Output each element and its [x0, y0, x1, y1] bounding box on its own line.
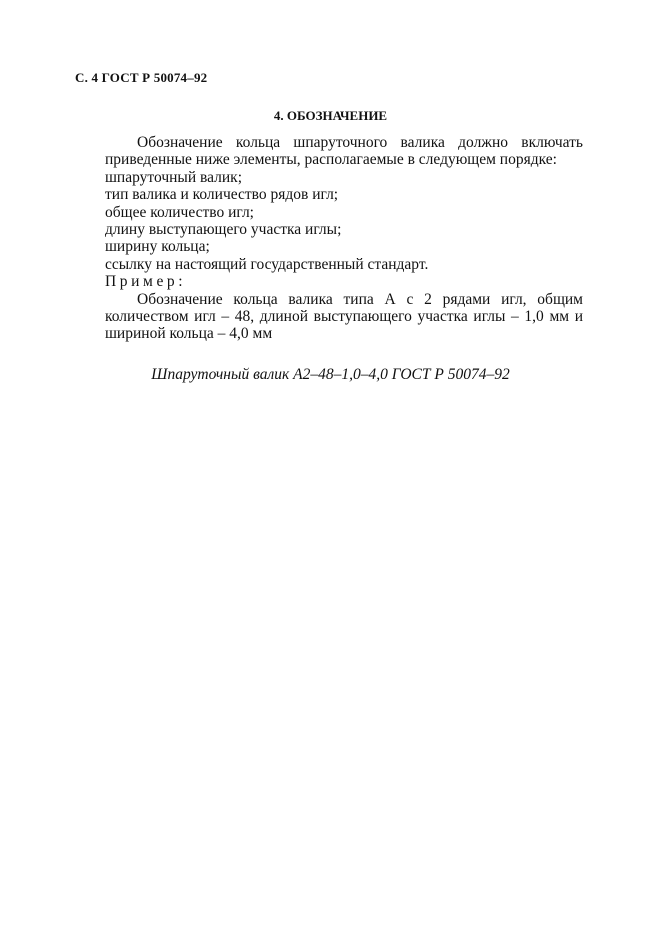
- list-item: ширину кольца;: [105, 238, 210, 256]
- element-list: [105, 169, 583, 273]
- list-item: общее количество игл;: [105, 203, 254, 221]
- list-item: ссылку на настоящий государственный стандарт.: [105, 255, 429, 273]
- body-text: [105, 134, 583, 343]
- intro-paragraph: Обозначение кольца шпаруточного валика должно включать приведенные ниже элементы, располагаемые в следующем порядке:: [105, 134, 583, 169]
- list-item: длину выступающего участка иглы;: [105, 221, 342, 239]
- list-item: шпаруточный валик;: [105, 168, 242, 186]
- designation-example: Шпаруточный валик А2–48–1,0–4,0 ГОСТ Р 50074–92: [151, 366, 510, 383]
- page-header: С. 4 ГОСТ Р 50074–92: [75, 70, 208, 85]
- section-title: 4. ОБОЗНАЧЕНИЕ: [273, 108, 388, 123]
- example-paragraph: Обозначение кольца валика типа А с 2 рядами игл, общим количеством игл – 48, длиной выступающего участка иглы – 1,0 мм и шириной кольца – 4,0 мм: [105, 290, 583, 343]
- example-label: Пример:: [105, 273, 187, 291]
- list-item: тип валика и количество рядов игл;: [105, 186, 339, 204]
